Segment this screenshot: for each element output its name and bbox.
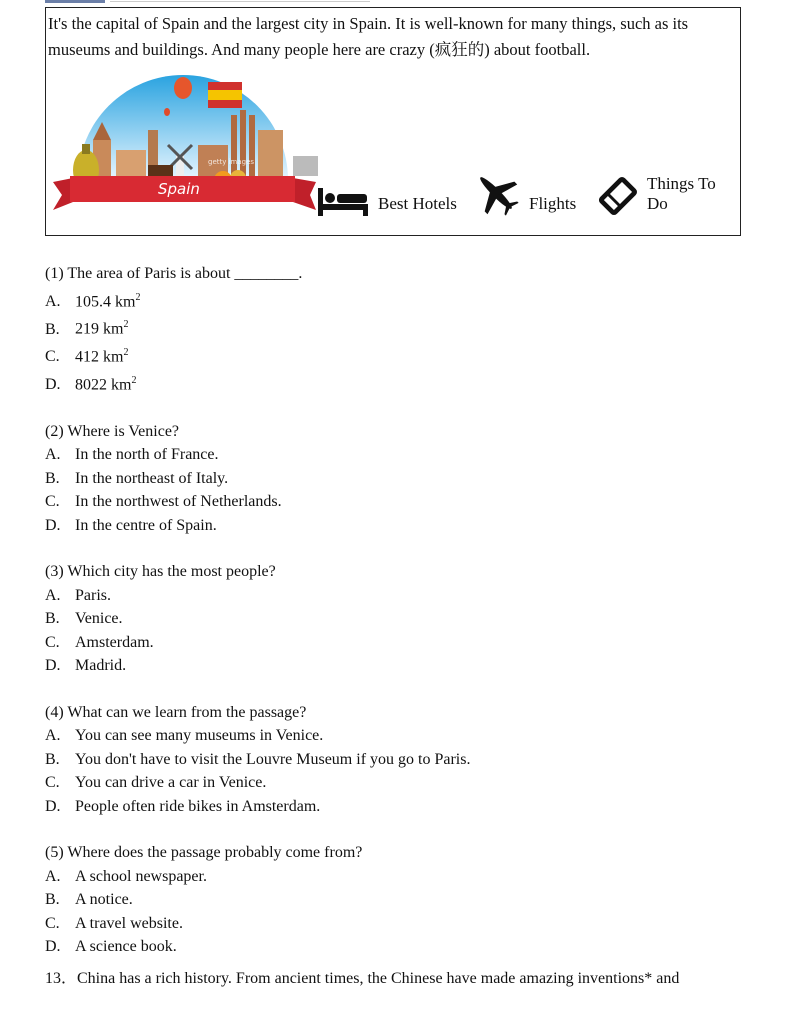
banner-watermark: getty images <box>208 158 255 166</box>
intro-text: It's the capital of Spain and the largest city in Spain. It is well-known for many things, such as its museums and buildings. And many people here are crazy (疯狂的) about football. <box>48 14 689 59</box>
bed-icon <box>318 186 368 218</box>
option-d: D. 8022 $km^2$ <box>45 374 137 394</box>
question-title: (5) Where does the passage probably come from? <box>45 844 363 862</box>
spain-banner-image <box>48 70 318 220</box>
question-1 <box>45 262 765 397</box>
option-d: D. In the centre of Spain. <box>45 516 217 534</box>
option-b: B. Venice. <box>45 610 123 628</box>
question-title: (1) The area of Paris is about ________. <box>45 265 303 282</box>
option-c: C. A travel website. <box>45 914 183 932</box>
banner-ribbon-label: Spain <box>158 180 200 198</box>
nav-best-hotels-label: Best Hotels <box>378 194 457 213</box>
question-title: (4) What can we learn from the passage? <box>45 703 307 721</box>
question-4 <box>45 701 765 819</box>
nav-things-to-do-label: Things To Do <box>646 174 716 213</box>
option-a: A. 105.4 $km^2$ <box>45 291 141 310</box>
next-question-text: 13．China has a rich history. From ancient times, the Chinese have made amazing inventions* and <box>45 970 680 987</box>
question-title: (2) Where is Venice? <box>45 422 180 440</box>
option-a: A. Paris. <box>45 586 111 604</box>
nav-flights[interactable] <box>473 168 576 218</box>
question-5 <box>45 841 765 959</box>
option-a: A. You can see many museums in Venice. <box>45 727 324 745</box>
option-d: D. Madrid. <box>45 657 127 675</box>
header-strip <box>45 0 105 3</box>
option-b: B. In the northeast of Italy. <box>45 469 229 487</box>
reading-panel <box>45 7 741 236</box>
question-title: (3) Which city has the most people? <box>45 563 276 581</box>
header-line <box>110 1 370 2</box>
option-a: A. In the north of France. <box>45 446 219 464</box>
question-2 <box>45 420 765 538</box>
ticket-icon <box>599 174 637 218</box>
option-c: C. Amsterdam. <box>45 633 154 651</box>
travel-nav <box>316 158 736 218</box>
question-3 <box>45 560 765 678</box>
option-b: B. 219 $km^2$ <box>45 319 129 338</box>
option-c: C. In the northwest of Netherlands. <box>45 493 282 511</box>
option-c: C. 412 $km^2$ <box>45 347 129 366</box>
nav-flights-label: Flights <box>529 194 577 213</box>
option-b: B. A notice. <box>45 891 133 909</box>
option-d: D. A science book. <box>45 938 177 956</box>
nav-best-hotels[interactable] <box>318 186 457 218</box>
option-a: A. A school newspaper. <box>45 867 207 885</box>
option-c: C. You can drive a car in Venice. <box>45 774 267 792</box>
question-list <box>45 262 765 982</box>
airplane-icon <box>473 168 519 218</box>
nav-things-to-do[interactable] <box>599 174 736 218</box>
option-d: D. People often ride bikes in Amsterdam. <box>45 797 321 815</box>
option-b: B. You don't have to visit the Louvre Museum if you go to Paris. <box>45 750 471 768</box>
